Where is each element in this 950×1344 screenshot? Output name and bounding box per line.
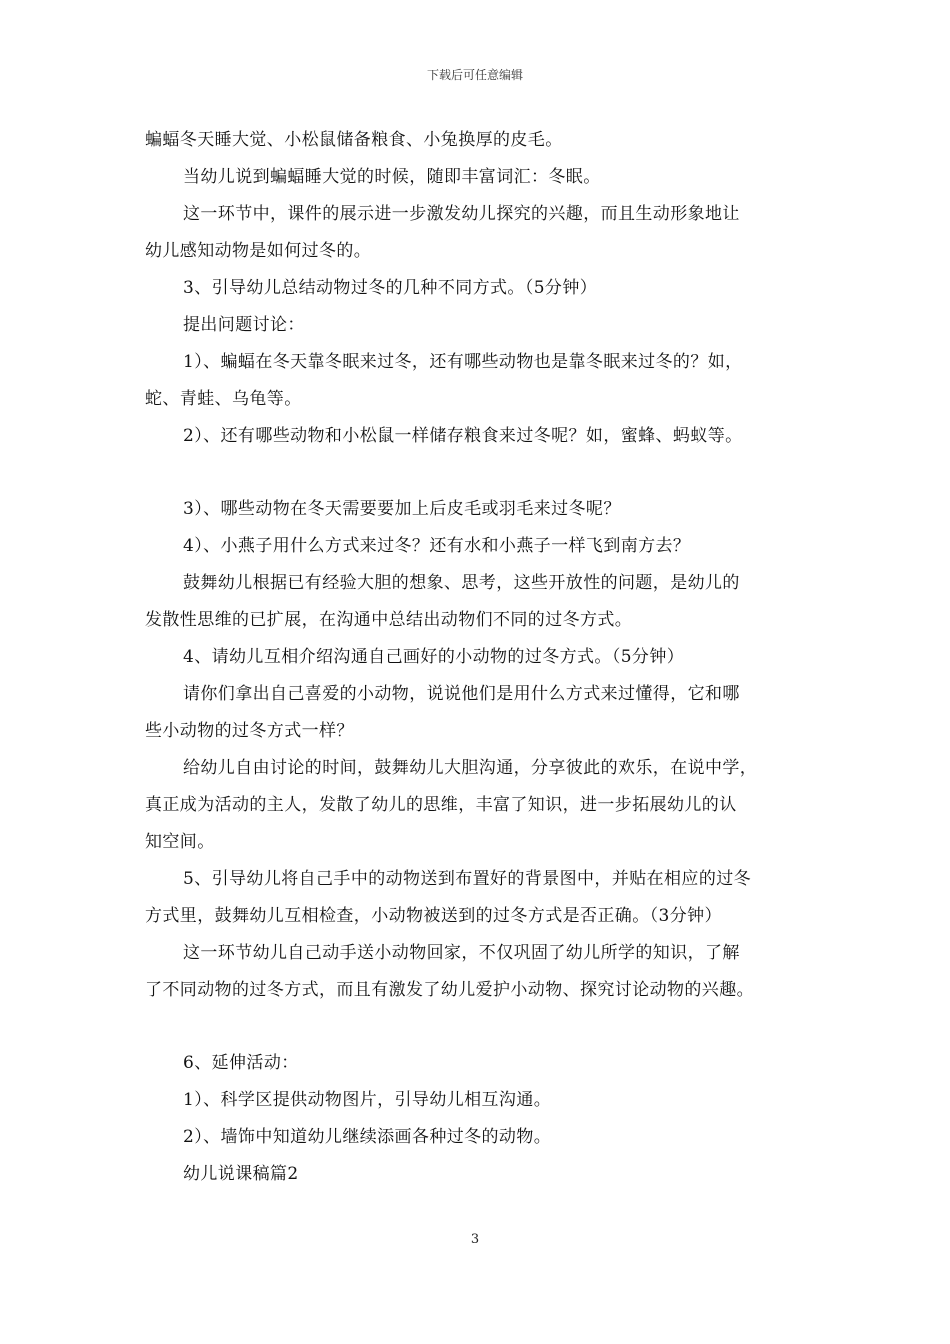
- text-line: 给幼儿自由讨论的时间，鼓舞幼儿大胆沟通，分享彼此的欢乐，在说中学，: [183, 758, 758, 778]
- text-line: 6、延伸活动：: [183, 1053, 299, 1073]
- text-line: 2）、墙饰中知道幼儿继续添画各种过冬的动物。: [183, 1127, 552, 1147]
- text-line: 4、请幼儿互相介绍沟通自己画好的小动物的过冬方式。（5分钟）: [183, 647, 685, 667]
- text-line: 幼儿感知动物是如何过冬的。: [145, 241, 372, 261]
- text-line: 了不同动物的过冬方式，而且有激发了幼儿爱护小动物、探究讨论动物的兴趣。: [145, 980, 754, 1000]
- page-number: 3: [470, 1232, 480, 1247]
- section-heading: 幼儿说课稿篇2: [183, 1164, 299, 1184]
- document-body: [145, 122, 825, 1193]
- page-header: 下载后可任意编辑: [426, 68, 523, 82]
- text-line: 1）、科学区提供动物图片，引导幼儿相互沟通。: [183, 1090, 552, 1110]
- text-line: 蝙蝠冬天睡大觉、小松鼠储备粮食、小兔换厚的皮毛。: [145, 130, 563, 150]
- text-line: 2）、还有哪些动物和小松鼠一样储存粮食来过冬呢？如，蜜蜂、蚂蚁等。: [183, 426, 743, 446]
- text-line: 5、引导幼儿将自己手中的动物送到布置好的背景图中，并贴在相应的过冬: [183, 869, 752, 889]
- text-line: 知空间。: [145, 832, 215, 852]
- text-line: 3）、哪些动物在冬天需要要加上后皮毛或羽毛来过冬呢？: [183, 499, 621, 519]
- text-line: 4）、小燕子用什么方式来过冬？还有水和小燕子一样飞到南方去？: [183, 536, 691, 556]
- paragraph-gap: [145, 455, 825, 491]
- text-line: 发散性思维的已扩展，在沟通中总结出动物们不同的过冬方式。: [145, 610, 633, 630]
- text-line: 当幼儿说到蝙蝠睡大觉的时候，随即丰富词汇：冬眠。: [183, 167, 601, 187]
- text-line: 请你们拿出自己喜爱的小动物，说说他们是用什么方式来过懂得，它和哪: [183, 684, 740, 704]
- text-line: 3、引导幼儿总结动物过冬的几种不同方式。（5分钟）: [183, 278, 598, 298]
- text-line: 提出问题讨论：: [183, 315, 305, 335]
- text-line: 这一环节幼儿自己动手送小动物回家，不仅巩固了幼儿所学的知识，了解: [183, 943, 740, 963]
- text-line: 方式里，鼓舞幼儿互相检查，小动物被送到的过冬方式是否正确。（3分钟）: [145, 906, 722, 926]
- text-line: 这一环节中，课件的展示进一步激发幼儿探究的兴趣，而且生动形象地让: [183, 204, 740, 224]
- text-line: 些小动物的过冬方式一样？: [145, 721, 354, 741]
- paragraph-gap: [145, 1009, 825, 1045]
- text-line: 真正成为活动的主人，发散了幼儿的思维，丰富了知识，进一步拓展幼儿的认: [145, 795, 737, 815]
- text-line: 1）、蝙蝠在冬天靠冬眠来过冬，还有哪些动物也是靠冬眠来过冬的？如，: [183, 352, 743, 372]
- text-line: 鼓舞幼儿根据已有经验大胆的想象、思考，这些开放性的问题，是幼儿的: [183, 573, 740, 593]
- text-line: 蛇、青蛙、乌龟等。: [145, 389, 302, 409]
